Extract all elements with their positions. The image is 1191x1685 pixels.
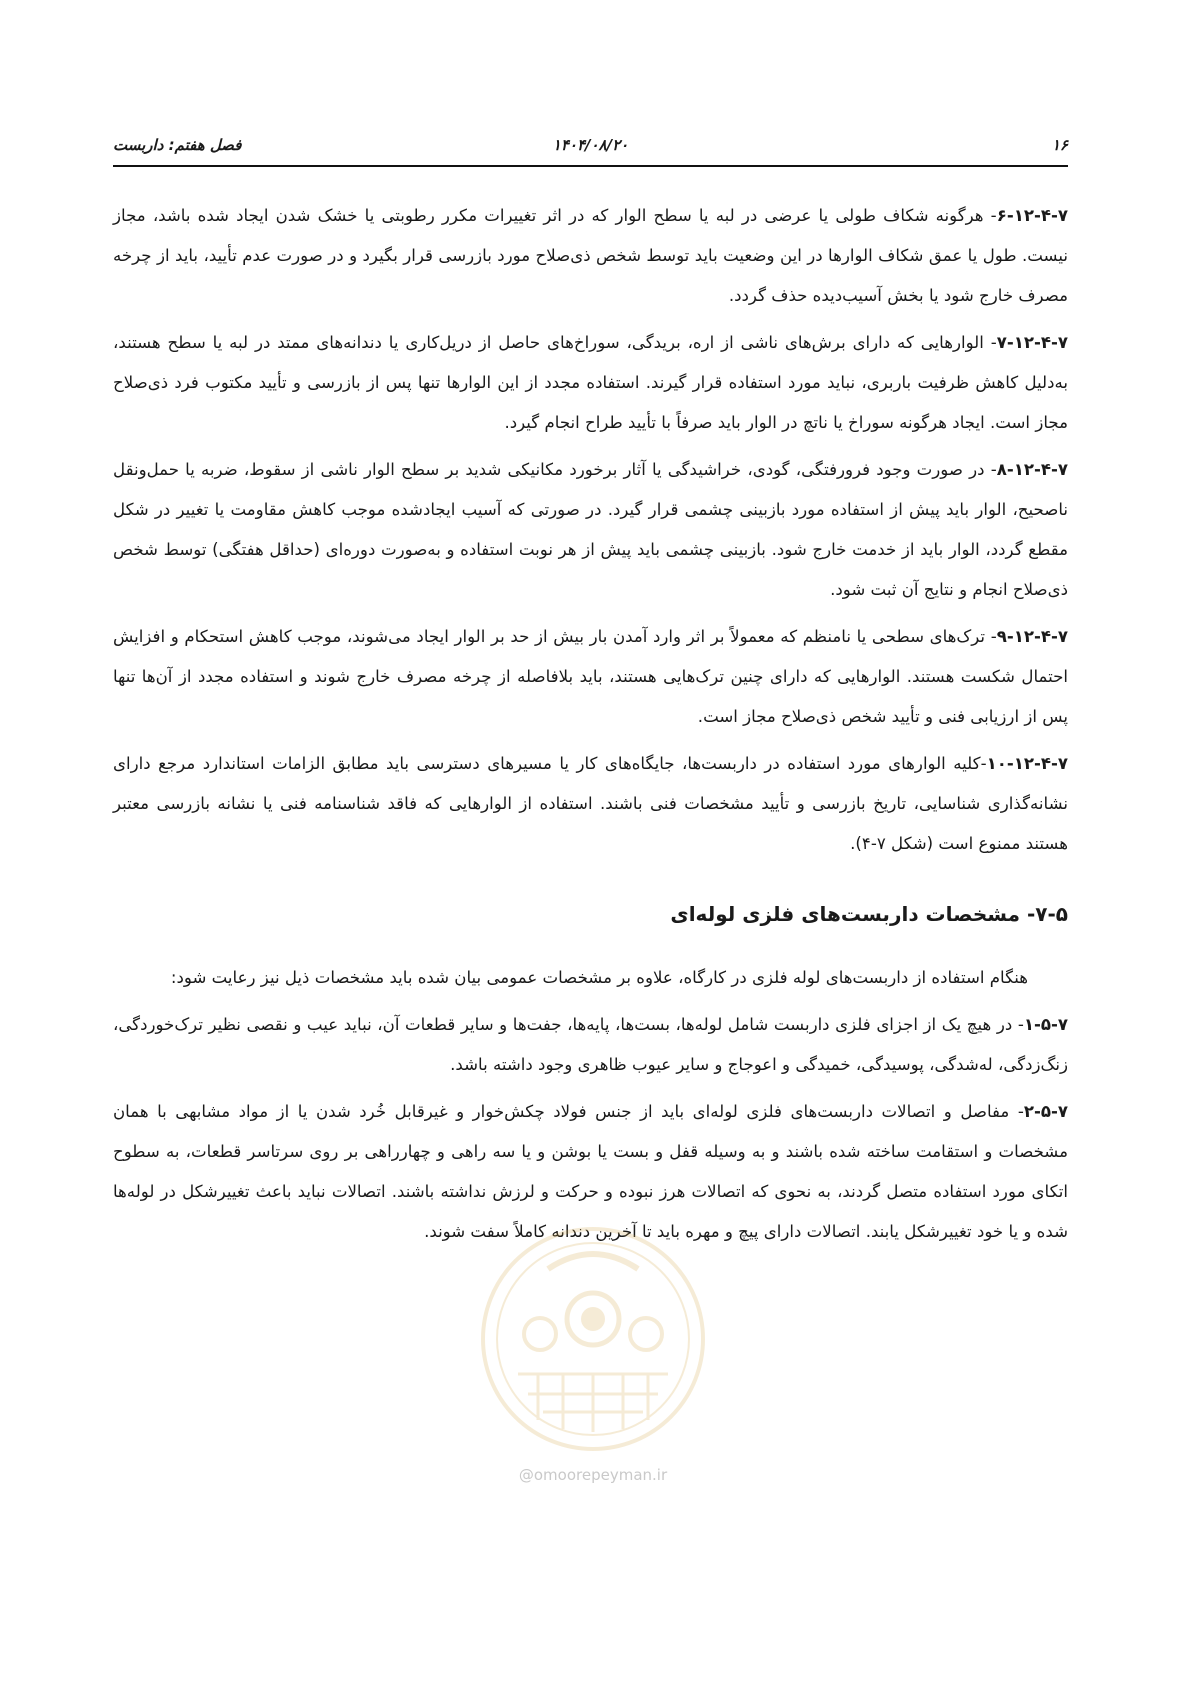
paragraph-1-5-7 [113, 1005, 1068, 1085]
page-number: ۱۶ [1051, 136, 1068, 154]
section-intro: هنگام استفاده از داربست‌های لوله فلزی در کارگاه، علاوه بر مشخصات عمومی بیان شده باید مشخصات ذیل نیز رعایت شود: [170, 968, 1028, 987]
clause-number: ۹-۱۲-۴-۷ [996, 627, 1068, 646]
clause-number: ۱-۵-۷ [1023, 1015, 1068, 1034]
watermark-site-text: @omoorepeyman.ir [518, 1466, 668, 1484]
clause-number: ۷-۱۲-۴-۷ [996, 333, 1068, 352]
paragraph-6-12-4-7 [113, 196, 1068, 316]
page-body [113, 196, 1068, 1259]
chapter-title: فصل هفتم: داربست [113, 136, 242, 154]
paragraph-8-12-4-7 [113, 450, 1068, 610]
clause-text: - ترک‌های سطحی یا نامنظم که معمولاً بر اثر وارد آمدن بار بیش از حد بر الوار ایجاد می‌شوند، موجب کاهش استحکام و افزایش احتمال شکست هستند. الوارهایی که دارای چنین ترک‌هایی هستند، باید بلافاصله از چرخه مصرف خارج شوند و استفاده مجدد از آن‌ها تنها پس از ارزیابی فنی و تأیید شخص ذی‌صلاح مجاز است. [113, 627, 1068, 726]
clause-number: ۸-۱۲-۴-۷ [996, 460, 1068, 479]
clause-text: - در صورت وجود فرورفتگی، گودی، خراشیدگی یا آثار برخورد مکانیکی شدید بر سطح الوار ناشی از سقوط، ضربه یا حمل‌ونقل ناصحیح، الوار باید پیش از استفاده مورد بازبینی چشمی قرار گیرد. در صورتی که آسیب ایجادشده موجب کاهش مقاومت یا تغییر در شکل مقطع گردد، الوار باید از خدمت خارج شود. بازبینی چشمی باید پیش از هر نوبت استفاده و به‌صورت دوره‌ای (حداقل هفتگی) توسط شخص ذی‌صلاح انجام و نتایج آن ثبت شود. [113, 460, 1068, 599]
clause-number: ۲-۵-۷ [1023, 1102, 1068, 1121]
paragraph-7-12-4-7 [113, 323, 1068, 443]
watermark-seal-icon [478, 1224, 708, 1454]
clause-text: - مفاصل و اتصالات داربست‌های فلزی لوله‌ای باید از جنس فولاد چکش‌خوار و غیرقابل خُرد شدن یا از مواد مشابهی با همان مشخصات و استقامت ساخته شده باشند و به وسیله قفل و بست یا بوشن و یا سه راهی و چهارراهی بر روی سرتاسر قطعات، به سطوح اتکای مورد استفاده متصل گردند، به نحوی که اتصالات هرز نبوده و حرکت و لرزش نداشته باشند. اتصالات نباید باعث تغییرشکل در لوله‌ها شده و یا خود تغییرشکل یابند. اتصالات دارای پیچ و مهره باید تا آخرین دندانه کاملاً سفت شوند. [113, 1102, 1068, 1241]
clause-text: - هرگونه شکاف طولی یا عرضی در لبه یا سطح الوار که در اثر تغییرات مکرر رطوبتی یا خشک شدن ایجاد شده باشد، مجاز نیست. طول یا عمق شکاف الوارها در این وضعیت باید توسط شخص ذی‌صلاح مورد بازرسی قرار بگیرد و در صورت عدم تأیید، باید از چرخه مصرف خارج شود یا بخش آسیب‌دیده حذف گردد. [113, 206, 1068, 305]
clause-text: - الوارهایی که دارای برش‌های ناشی از اره، بریدگی، سوراخ‌های حاصل از دریل‌کاری یا دندانه‌های ممتد در لبه یا سطح هستند، به‌دلیل کاهش ظرفیت باربری، نباید مورد استفاده قرار گیرند. استفاده مجدد از این الوارها تنها پس از بازرسی و تأیید مکتوب فرد ذی‌صلاح مجاز است. ایجاد هرگونه سوراخ یا ناتچ در الوار باید صرفاً با تأیید طراح انجام گیرد. [113, 333, 1068, 432]
header-date: ۱۴۰۴/۰۸/۲۰ [552, 136, 629, 154]
paragraph-10-12-4-7 [113, 744, 1068, 864]
clause-number: ۶-۱۲-۴-۷ [996, 206, 1068, 225]
clause-number: ۱۰-۱۲-۴-۷ [986, 754, 1068, 773]
clause-text: - در هیچ یک از اجزای فلزی داربست شامل لوله‌ها، بست‌ها، پایه‌ها، جفت‌ها و سایر قطعات آن، نباید عیب و نقصی نظیر ترک‌خوردگی، زنگ‌زدگی، له‌شدگی، پوسیدگی، خمیدگی و اعوجاج و سایر عیوب ظاهری وجود داشته باشد. [113, 1015, 1068, 1074]
clause-text: -کلیه الوارهای مورد استفاده در داربست‌ها، جایگاه‌های کار یا مسیرهای دسترسی باید مطابق الزامات استاندارد مرجع دارای نشانه‌گذاری شناسایی، تاریخ بازرسی و تأیید مشخصات فنی باشند. استفاده از الوارهایی که فاقد شناسنامه فنی یا نشانه بازرسی معتبر هستند ممنوع است (شکل ۷-۴). [113, 754, 1068, 853]
paragraph-9-12-4-7 [113, 617, 1068, 737]
section-heading: ۷-۵- مشخصات داربست‌های فلزی لوله‌ای [670, 902, 1068, 926]
page-header [113, 128, 1068, 162]
header-rule [113, 165, 1068, 167]
